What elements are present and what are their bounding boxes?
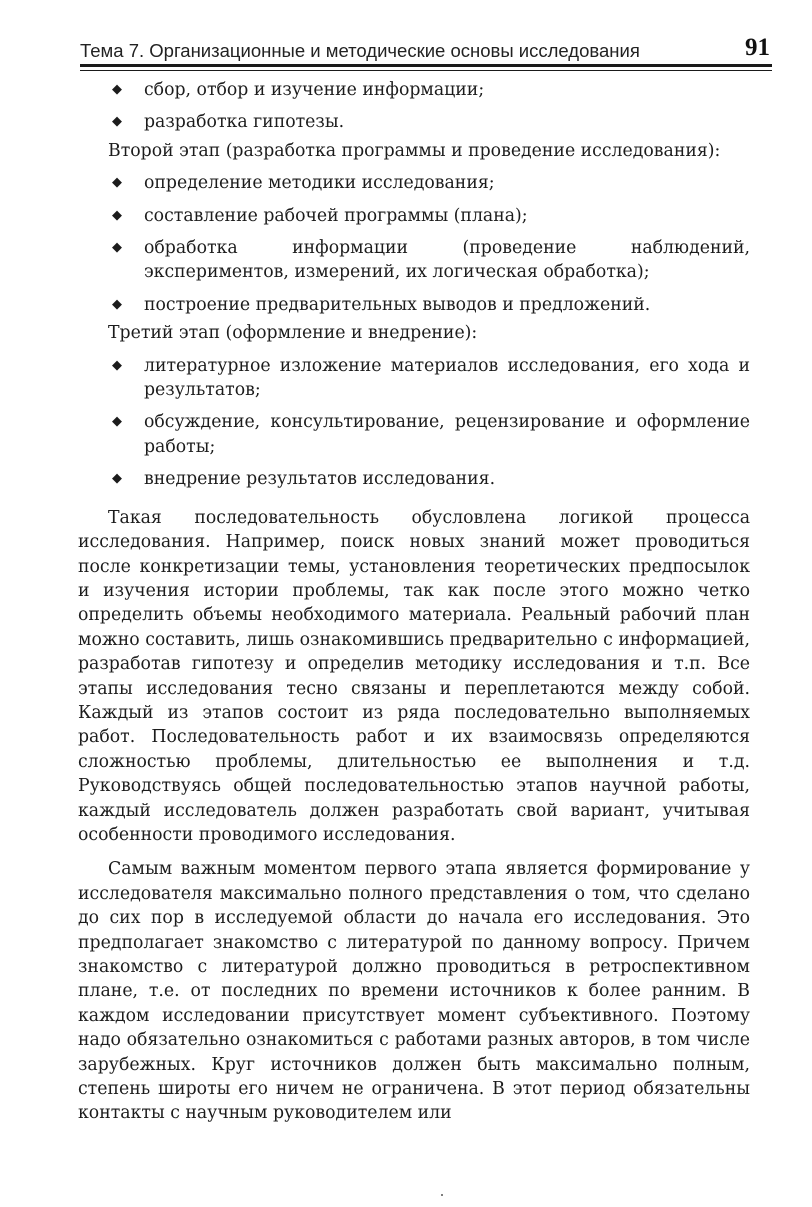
list-item-text: разработка гипотезы. (144, 112, 345, 133)
list-item (108, 293, 750, 317)
page-number: 91 (745, 34, 770, 61)
list-item-text: обработка информации (проведение наблюдений, экспериментов, измерений, их логическая обработка); (144, 238, 750, 283)
header-rule-thin (80, 70, 772, 71)
third-stage-list (108, 354, 750, 492)
list-item (108, 467, 750, 491)
bullet-diamond-icon: ◆ (112, 414, 122, 430)
list-item (108, 410, 750, 459)
running-head (80, 34, 770, 64)
list-item-text: внедрение результатов исследования. (144, 469, 496, 490)
second-stage-list (108, 171, 750, 317)
bullet-diamond-icon: ◆ (112, 207, 122, 223)
list-item (108, 78, 750, 102)
bullet-diamond-icon: ◆ (112, 114, 122, 130)
list-item (108, 110, 750, 134)
first-stage-list (108, 78, 750, 135)
bullet-diamond-icon: ◆ (112, 82, 122, 97)
bullet-diamond-icon: ◆ (112, 296, 122, 312)
second-stage-title: Второй этап (разработка программы и проведение исследования): (108, 140, 721, 161)
bullet-diamond-icon: ◆ (112, 175, 122, 191)
body-paragraph: Такая последовательность обусловлена логикой процесса исследования. Например, поиск новых знаний может проводиться после конкретизации темы, установления теоретических предпосылок и изучения истории проблемы, так как после этого можно четко определить объемы необходимого материала. Реальный рабочий план можно составить, лишь ознакомившись предварительно с информацией, разработав гипотезу и определив методику исследования и т.п. Все этапы исследования тесно связаны и переплетаются между собой. Каждый из этапов состоит из ряда последовательно выполняемых работ. Последовательность работ и их взаимосвязь определяются сложностью проблемы, длительностью ее выполнения и т.д. Руководствуясь общей последовательностью этапов научной работы, каждый исследователь должен разработать свой вариант, учитывая особенности проводимого исследования. (78, 507, 750, 845)
list-item-text: сбор, отбор и изучение информации; (144, 80, 485, 100)
scan-speck (441, 1194, 443, 1196)
page-body (78, 78, 750, 1126)
list-item-text: определение методики исследования; (144, 173, 495, 194)
list-item-text: обсуждение, консультирование, рецензирование и оформление работы; (144, 412, 750, 457)
list-item-text: литературное изложение материалов исследования, его хода и результатов; (144, 355, 750, 401)
body-paragraph: Самым важным моментом первого этапа является формирование у исследователя максимально полного представления о том, что сделано до сих пор в исследуемой области до начала его исследования. Это предполагает знакомство с литературой по данному вопросу. Причем знакомство с литературой должно проводиться в ретроспективном плане, т.е. от последних по времени источников к более ранним. В каждом исследовании присутствует момент субъективного. Поэтому надо обязательно ознакомиться с работами разных авторов, в том числе зарубежных. Круг источников должен быть максимально полным, степень широты его ничем не ограничена. В этот период обязательны контакты с научным руководителем или (78, 859, 750, 1124)
header-rule-thick (80, 64, 772, 67)
running-title: Тема 7. Организационные и методические основы исследования (80, 40, 640, 61)
list-item-text: построение предварительных выводов и предложений. (144, 294, 651, 315)
list-item (108, 354, 750, 403)
bullet-diamond-icon: ◆ (112, 471, 122, 487)
bullet-diamond-icon: ◆ (112, 240, 122, 256)
list-item (108, 171, 750, 195)
bullet-diamond-icon: ◆ (112, 357, 122, 373)
list-item-text: составление рабочей программы (плана); (144, 205, 528, 226)
list-item (108, 204, 750, 228)
third-stage-title: Третий этап (оформление и внедрение): (108, 323, 478, 344)
list-item (108, 236, 750, 285)
